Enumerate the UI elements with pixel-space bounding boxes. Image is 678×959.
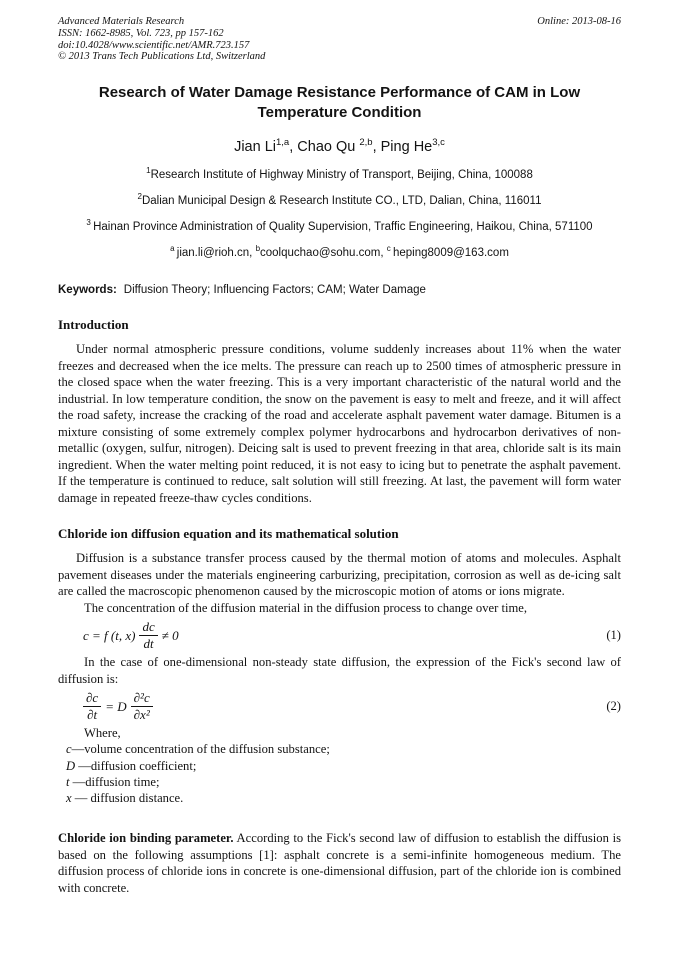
- affiliation-superscript: 1: [146, 166, 151, 176]
- author: [381, 139, 445, 155]
- diffusion-paragraph-1: Diffusion is a substance transfer process caused by the thermal motion of atoms and molecules. Asphalt pavement diseases under the materials engineering carburizing, precipitation, corrosion as well as de-icing salt are called the macroscopic phenomenon caused by the microscopic motion of atoms or ions migrate.: [58, 551, 621, 599]
- section-heading-introduction: Introduction: [58, 317, 129, 333]
- email-text: jian.li@rioh.cn: [176, 247, 250, 260]
- authors-line: [58, 134, 621, 156]
- where-label: Where,: [84, 726, 121, 741]
- email: [170, 244, 256, 260]
- fraction-numerator: ∂²c: [131, 691, 153, 707]
- equation-2-fraction-right: [131, 691, 153, 722]
- equation-1: [58, 620, 621, 651]
- section-heading-binding: Chloride ion binding parameter.: [58, 831, 234, 846]
- author-separator: ,: [289, 139, 298, 156]
- equation-2-number: (2): [606, 699, 621, 714]
- variable-symbol: t: [66, 774, 70, 789]
- equation-2-math: [83, 691, 153, 722]
- equation-1-fraction: [139, 620, 157, 651]
- fraction-numerator: ∂c: [83, 691, 101, 707]
- email: [255, 244, 387, 260]
- keywords-label: Keywords:: [58, 284, 117, 297]
- affiliation-text: Dalian Municipal Design & Research Institute CO., LTD, Dalian, China, 116011: [141, 194, 542, 207]
- diffusion-paragraph-2: The concentration of the diffusion material in the diffusion process to change over time,: [84, 600, 527, 615]
- variable-definition-D: [58, 758, 621, 774]
- keywords-text: Diffusion Theory; Influencing Factors; CAM; Water Damage: [123, 284, 426, 297]
- section-heading-diffusion: Chloride ion diffusion equation and its mathematical solution: [58, 526, 399, 542]
- affiliation-line-1: [58, 164, 621, 182]
- fraction-denominator: ∂t: [87, 707, 98, 723]
- publication-header: [58, 16, 621, 63]
- doi-line: doi:10.4028/www.scientific.net/AMR.723.157: [58, 39, 250, 51]
- introduction-paragraph: Under normal atmospheric pressure conditions, volume suddenly increases about 11% when the water freezes and decreased when the ice melts. The pressure can reach up to 2500 times of atmospheric pressure in the closed space when the water freezing. This is a very important characteristic of the natural world and the industrial. In low temperature condition, the snow on the pavement is easy to melt and freeze, and it will affect the road safety, increase the cracking of the road and accelerate asphalt pavement water damage. Bitumen is a mixture consisting of some extremely complex polymer hydrocarbons and hydrocarbon derivatives of non-metallic (oxygen, sulfur, nitrogen). Deicing salt is used to prevent freezing in that area, chloride salt is its main ingredient. When the water melting point reduced, it is not easy to icing but to penetrate the asphalt pavement. If the temperature is continued to reduce, salt solution will still freezing. At last, the pavement will form water damage in repeated freeze-thaw cycles conditions.: [58, 342, 621, 505]
- author: [297, 139, 380, 155]
- paper-title: Research of Water Damage Resistance Performance of CAM in Low Temperature Condition: [98, 84, 581, 122]
- email-superscript: a: [170, 244, 177, 254]
- copyright-line: © 2013 Trans Tech Publications Ltd, Switzerland: [58, 51, 266, 63]
- equation-1-rhs: ≠ 0: [161, 627, 179, 643]
- issn-line: ISSN: 1662-8985, Vol. 723, pp 157-162: [58, 27, 224, 39]
- variable-definition-x: [58, 790, 621, 806]
- affiliation-line-3: [58, 216, 621, 234]
- author-name: Chao Qu: [297, 139, 360, 156]
- fraction-denominator: ∂x²: [133, 707, 150, 723]
- email: [386, 244, 509, 260]
- affiliation-superscript: 3: [86, 217, 94, 227]
- variable-description: —diffusion time;: [69, 774, 160, 789]
- variable-symbol: x: [66, 790, 72, 805]
- journal-name: Advanced Materials Research: [58, 16, 185, 27]
- fraction-numerator: dc: [139, 620, 157, 636]
- variable-definition-c: [58, 741, 621, 757]
- variable-description: —volume concentration of the diffusion substance;: [71, 742, 330, 757]
- publication-info: [58, 16, 265, 63]
- email-text: coolquchao@sohu.com: [260, 247, 381, 260]
- author-separator: ,: [372, 139, 381, 156]
- author-superscript: 1,a: [276, 137, 290, 149]
- author-name: Ping He: [380, 139, 433, 156]
- email-text: heping8009@163.com: [393, 247, 509, 260]
- affiliation-text: Research Institute of Highway Ministry of Transport, Beijing, China, 100088: [150, 168, 533, 181]
- keywords-line: [58, 283, 621, 297]
- equation-2: [58, 691, 621, 722]
- equation-2-fraction-left: [83, 691, 101, 722]
- fraction-denominator: dt: [143, 636, 154, 652]
- online-date: Online: 2013-08-16: [537, 16, 621, 27]
- diffusion-paragraph-3: In the case of one-dimensional non-steady state diffusion, the expression of the Fick's second law of diffusion is:: [58, 655, 621, 686]
- email-superscript: c: [386, 244, 393, 254]
- author: [234, 139, 297, 155]
- emails-line: [58, 243, 621, 261]
- author-superscript: 3,c: [432, 137, 445, 149]
- affiliation-superscript: 2: [137, 191, 142, 201]
- equation-1-math: [83, 620, 179, 651]
- equation-1-number: (1): [606, 628, 621, 643]
- author-superscript: 2,b: [359, 137, 373, 149]
- affiliation-text: Hainan Province Administration of Quality Supervision, Traffic Engineering, Haikou, China, 571100: [93, 220, 593, 233]
- binding-paragraph-text: According to the Fick's second law of diffusion to establish the diffusion is based on the following assumptions [1]: asphalt concrete is a semi-infinite homogeneous medium. The diffusion process of chloride ions in concrete is one-dimensional diffusion, part of the chloride ion is combined with concrete.: [58, 831, 621, 895]
- equation-1-lhs: c = f (t, x): [83, 627, 136, 643]
- variable-description: — diffusion distance.: [71, 790, 184, 805]
- variable-symbol: c: [66, 742, 72, 757]
- email-superscript: b: [255, 244, 261, 254]
- variable-description: —diffusion coefficient;: [75, 758, 197, 773]
- binding-paragraph: [58, 830, 621, 896]
- equation-2-middle: = D: [105, 698, 127, 714]
- affiliation-line-2: [58, 190, 621, 208]
- author-name: Jian Li: [234, 139, 276, 156]
- email-separator: ,: [249, 247, 256, 260]
- variable-symbol: D: [66, 758, 76, 773]
- variable-definition-t: [58, 774, 621, 790]
- email-separator: ,: [380, 247, 387, 260]
